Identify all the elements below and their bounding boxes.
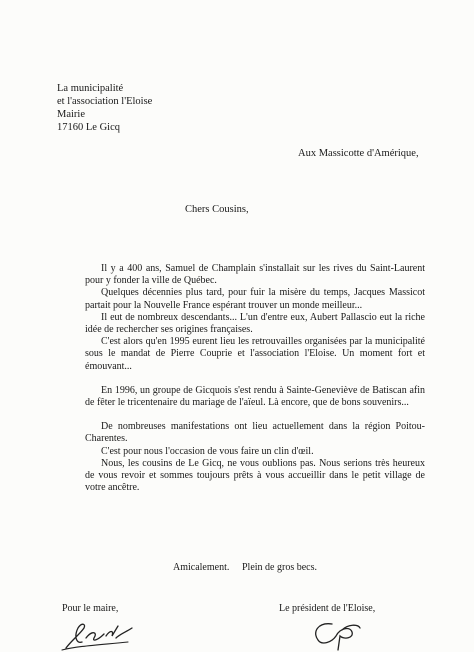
president-signature xyxy=(308,618,364,652)
paragraph: C'est alors qu'en 1995 eurent lieu les retrouvailles organisées par la municipalité sous le mandat de Pierre Couprie et l'association l'Eloise. Un moment fort et émouvant... xyxy=(85,336,425,372)
closing-right: Plein de gros becs. xyxy=(242,562,317,573)
signature-label-president: Le président de l'Eloise, xyxy=(279,603,376,614)
paragraph: Il y a 400 ans, Samuel de Champlain s'installait sur les rives du Saint-Laurent pour y fonder la ville de Québec. xyxy=(85,263,425,287)
closing-left: Amicalement. xyxy=(173,562,230,573)
letter-body xyxy=(85,263,425,494)
paragraph: Quelques décennies plus tard, pour fuir la misère du temps, Jacques Massicot partait pour la Nouvelle France espérant trouver un monde meilleur... xyxy=(85,287,425,311)
recipient-line: Aux Massicotte d'Amérique, xyxy=(298,148,419,159)
salutation: Chers Cousins, xyxy=(185,204,249,215)
paragraph: Il eut de nombreux descendants... L'un d'entre eux, Aubert Pallascio eut la riche idée de rechercher ses origines françaises. xyxy=(85,311,425,336)
paragraph: En 1996, un groupe de Gicquois s'est rendu à Sainte-Geneviève de Batiscan afin de fêter le tricentenaire du mariage de l'aïeul. Là encore, que de bons souvenirs... xyxy=(85,384,425,409)
sender-line: 17160 Le Gicq xyxy=(57,122,120,133)
paragraph: C'est pour nous l'occasion de vous faire un clin d'œil. xyxy=(101,445,314,457)
sender-line: La municipalité xyxy=(57,83,124,94)
paragraph: De nombreuses manifestations ont lieu actuellement dans la région Poitou-Charentes. xyxy=(85,421,425,445)
sender-line: et l'association l'Eloise xyxy=(57,96,153,107)
paragraph: Nous, les cousins de Le Gicq, ne vous oublions pas. Nous serions très heureux de vous revoir et sommes toujours prêts à vous accueillir dans le petit village de votre ancêtre. xyxy=(85,457,425,494)
sender-address xyxy=(57,82,152,134)
sender-line: Mairie xyxy=(57,109,85,120)
signature-label-mayor: Pour le maire, xyxy=(62,603,119,614)
mayor-signature xyxy=(58,618,138,652)
